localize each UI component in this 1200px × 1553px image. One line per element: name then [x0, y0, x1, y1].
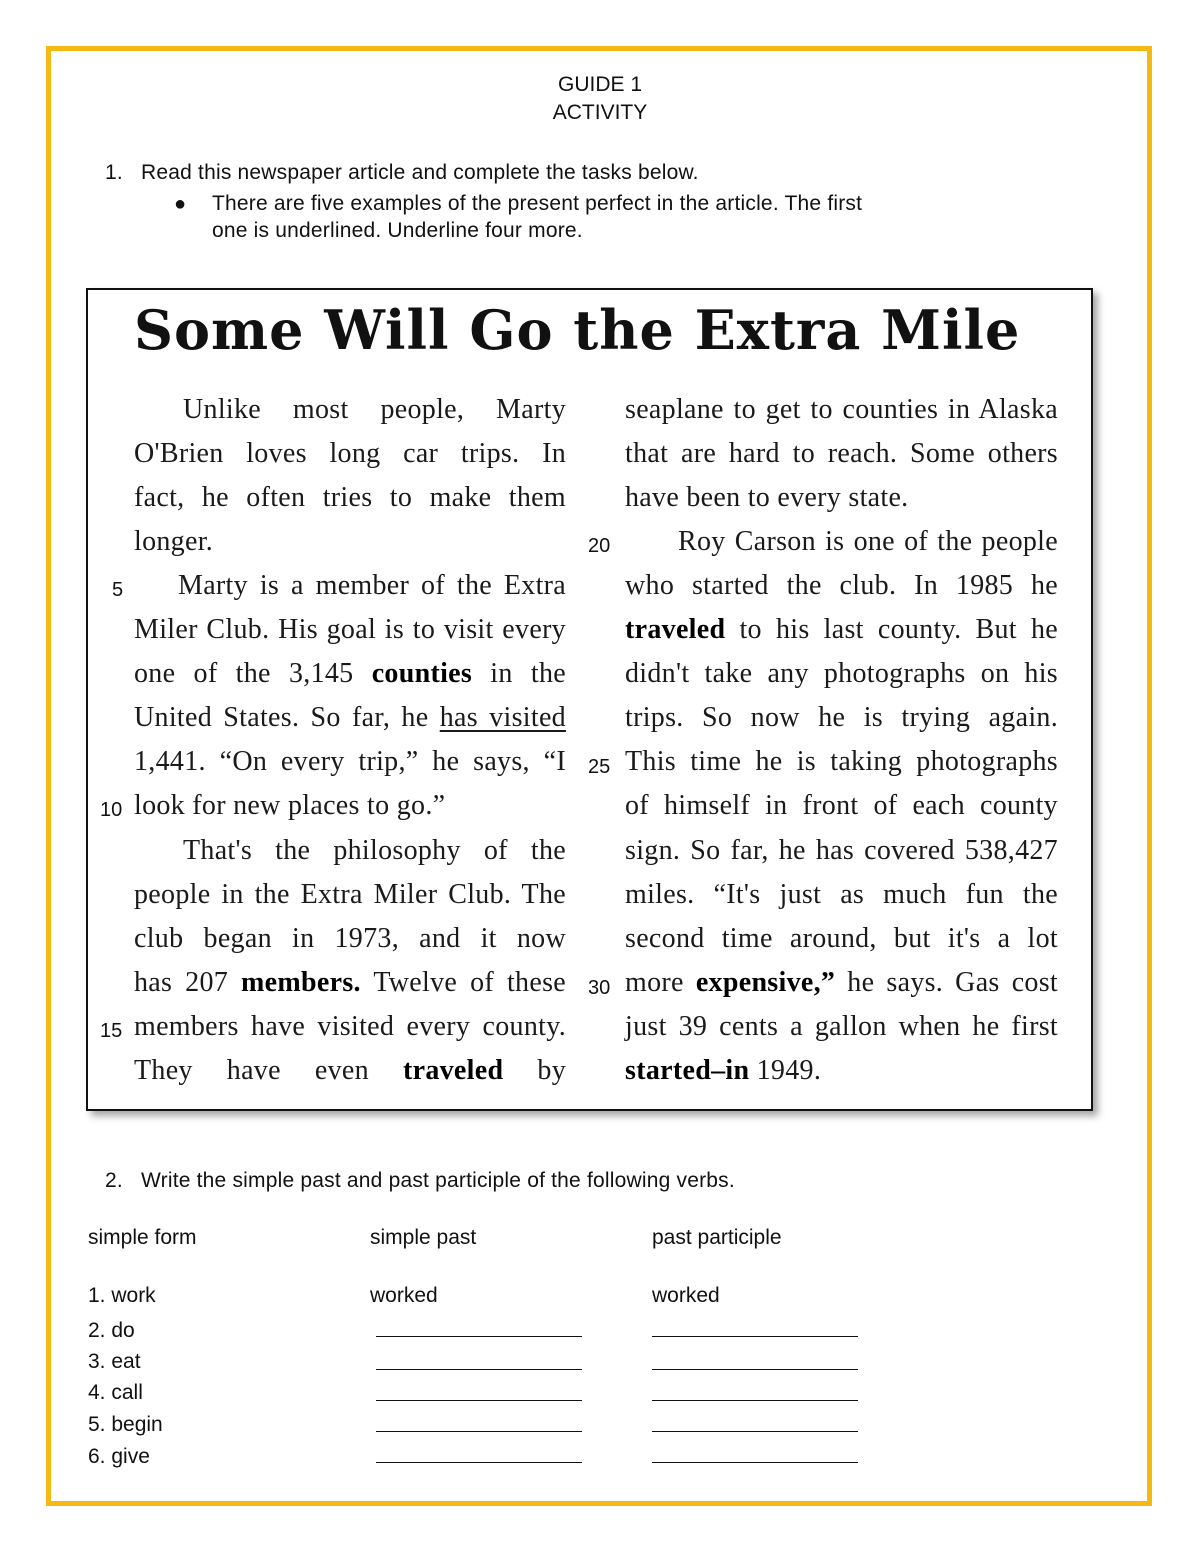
activity-title: ACTIVITY [552, 101, 648, 124]
article-text-line: traveled to his last county. But he [625, 614, 1058, 645]
article-text-line: one of the 3,145 counties in the [134, 658, 566, 689]
article-text-line: didn't take any photographs on his [625, 658, 1058, 689]
verb-row-label: 3. eat [88, 1350, 141, 1373]
column-header-simple-past: simple past [370, 1226, 477, 1249]
column-header-simple-form: simple form [88, 1226, 197, 1249]
article-text-line: Miler Club. His goal is to visit every [134, 614, 566, 645]
article-text-line: Marty is a member of the Extra [178, 570, 566, 601]
article-text-line: fact, he often tries to make them [134, 482, 566, 513]
simple-past-blank[interactable] [376, 1369, 582, 1370]
simple-past-blank[interactable] [376, 1336, 582, 1337]
article-text-line: second time around, but it's a lot [625, 923, 1058, 954]
line-number: 10 [100, 799, 123, 821]
verb-row-label: 5. begin [88, 1413, 163, 1436]
article-text-line: started–in 1949. [625, 1055, 822, 1086]
example-past-participle: worked [652, 1284, 720, 1307]
line-number: 5 [112, 579, 124, 601]
article-text-line: Roy Carson is one of the people [678, 526, 1058, 557]
article-text-line: seaplane to get to counties in Alaska [625, 394, 1058, 425]
article-text-line: members have visited every county. [134, 1011, 566, 1042]
article-text-line: look for new places to go.” [134, 790, 446, 821]
task2-instruction: Write the simple past and past participle of the following verbs. [141, 1169, 735, 1192]
article-text-line: This time he is taking photographs [625, 746, 1058, 777]
simple-past-blank[interactable] [376, 1431, 582, 1432]
article-headline: Some Will Go the Extra Mile [134, 298, 1021, 362]
past-participle-blank[interactable] [652, 1400, 858, 1401]
task1-bullet-line1: There are five examples of the present perfect in the article. The first [212, 192, 863, 215]
task2-number: 2. [105, 1169, 123, 1192]
article-text-line: has 207 members. Twelve of these [134, 967, 566, 998]
article-text-line: sign. So far, he has covered 538,427 [625, 835, 1058, 866]
article-text-line: United States. So far, he has visited [134, 702, 566, 733]
verb-row-label: 4. call [88, 1381, 143, 1404]
newspaper-article [86, 288, 1093, 1111]
verb-row-label: 6. give [88, 1445, 150, 1468]
bullet-icon: ● [174, 193, 187, 215]
line-number: 30 [588, 977, 611, 999]
guide-title: GUIDE 1 [557, 73, 643, 96]
example-simple-past: worked [370, 1284, 438, 1307]
article-text-line: that are hard to reach. Some others [625, 438, 1058, 469]
column-header-past-participle: past participle [652, 1226, 782, 1249]
past-participle-blank[interactable] [652, 1336, 858, 1337]
simple-past-blank[interactable] [376, 1462, 582, 1463]
article-text-line: miles. “It's just as much fun the [625, 879, 1058, 910]
article-text-line: trips. So now he is trying again. [625, 702, 1058, 733]
simple-past-blank[interactable] [376, 1400, 582, 1401]
article-text-line: just 39 cents a gallon when he first [625, 1011, 1058, 1042]
line-number: 20 [588, 535, 611, 557]
article-text-line: have been to every state. [625, 482, 909, 513]
past-participle-blank[interactable] [652, 1369, 858, 1370]
example-verb: 1. work [88, 1284, 156, 1307]
article-text-line: club began in 1973, and it now [134, 923, 566, 954]
article-text-line: That's the philosophy of the [183, 835, 566, 866]
past-participle-blank[interactable] [652, 1462, 858, 1463]
task1-instruction: Read this newspaper article and complete the tasks below. [141, 161, 699, 184]
article-text-line: They have even traveled by [134, 1055, 566, 1086]
article-text-line: longer. [134, 526, 214, 557]
line-number: 15 [100, 1020, 123, 1042]
article-text-line: more expensive,” he says. Gas cost [625, 967, 1059, 998]
past-participle-blank[interactable] [652, 1431, 858, 1432]
line-number: 25 [588, 756, 611, 778]
article-text-line: who started the club. In 1985 he [625, 570, 1058, 601]
article-text-line: of himself in front of each county [625, 790, 1058, 821]
verb-row-label: 2. do [88, 1319, 135, 1342]
article-text-line: people in the Extra Miler Club. The [134, 879, 566, 910]
article-text-line: O'Brien loves long car trips. In [134, 438, 566, 469]
article-text-line: 1,441. “On every trip,” he says, “I [134, 746, 566, 777]
task1-bullet-line2: one is underlined. Underline four more. [212, 219, 583, 242]
task1-number: 1. [105, 161, 123, 184]
article-text-line: Unlike most people, Marty [183, 394, 566, 425]
